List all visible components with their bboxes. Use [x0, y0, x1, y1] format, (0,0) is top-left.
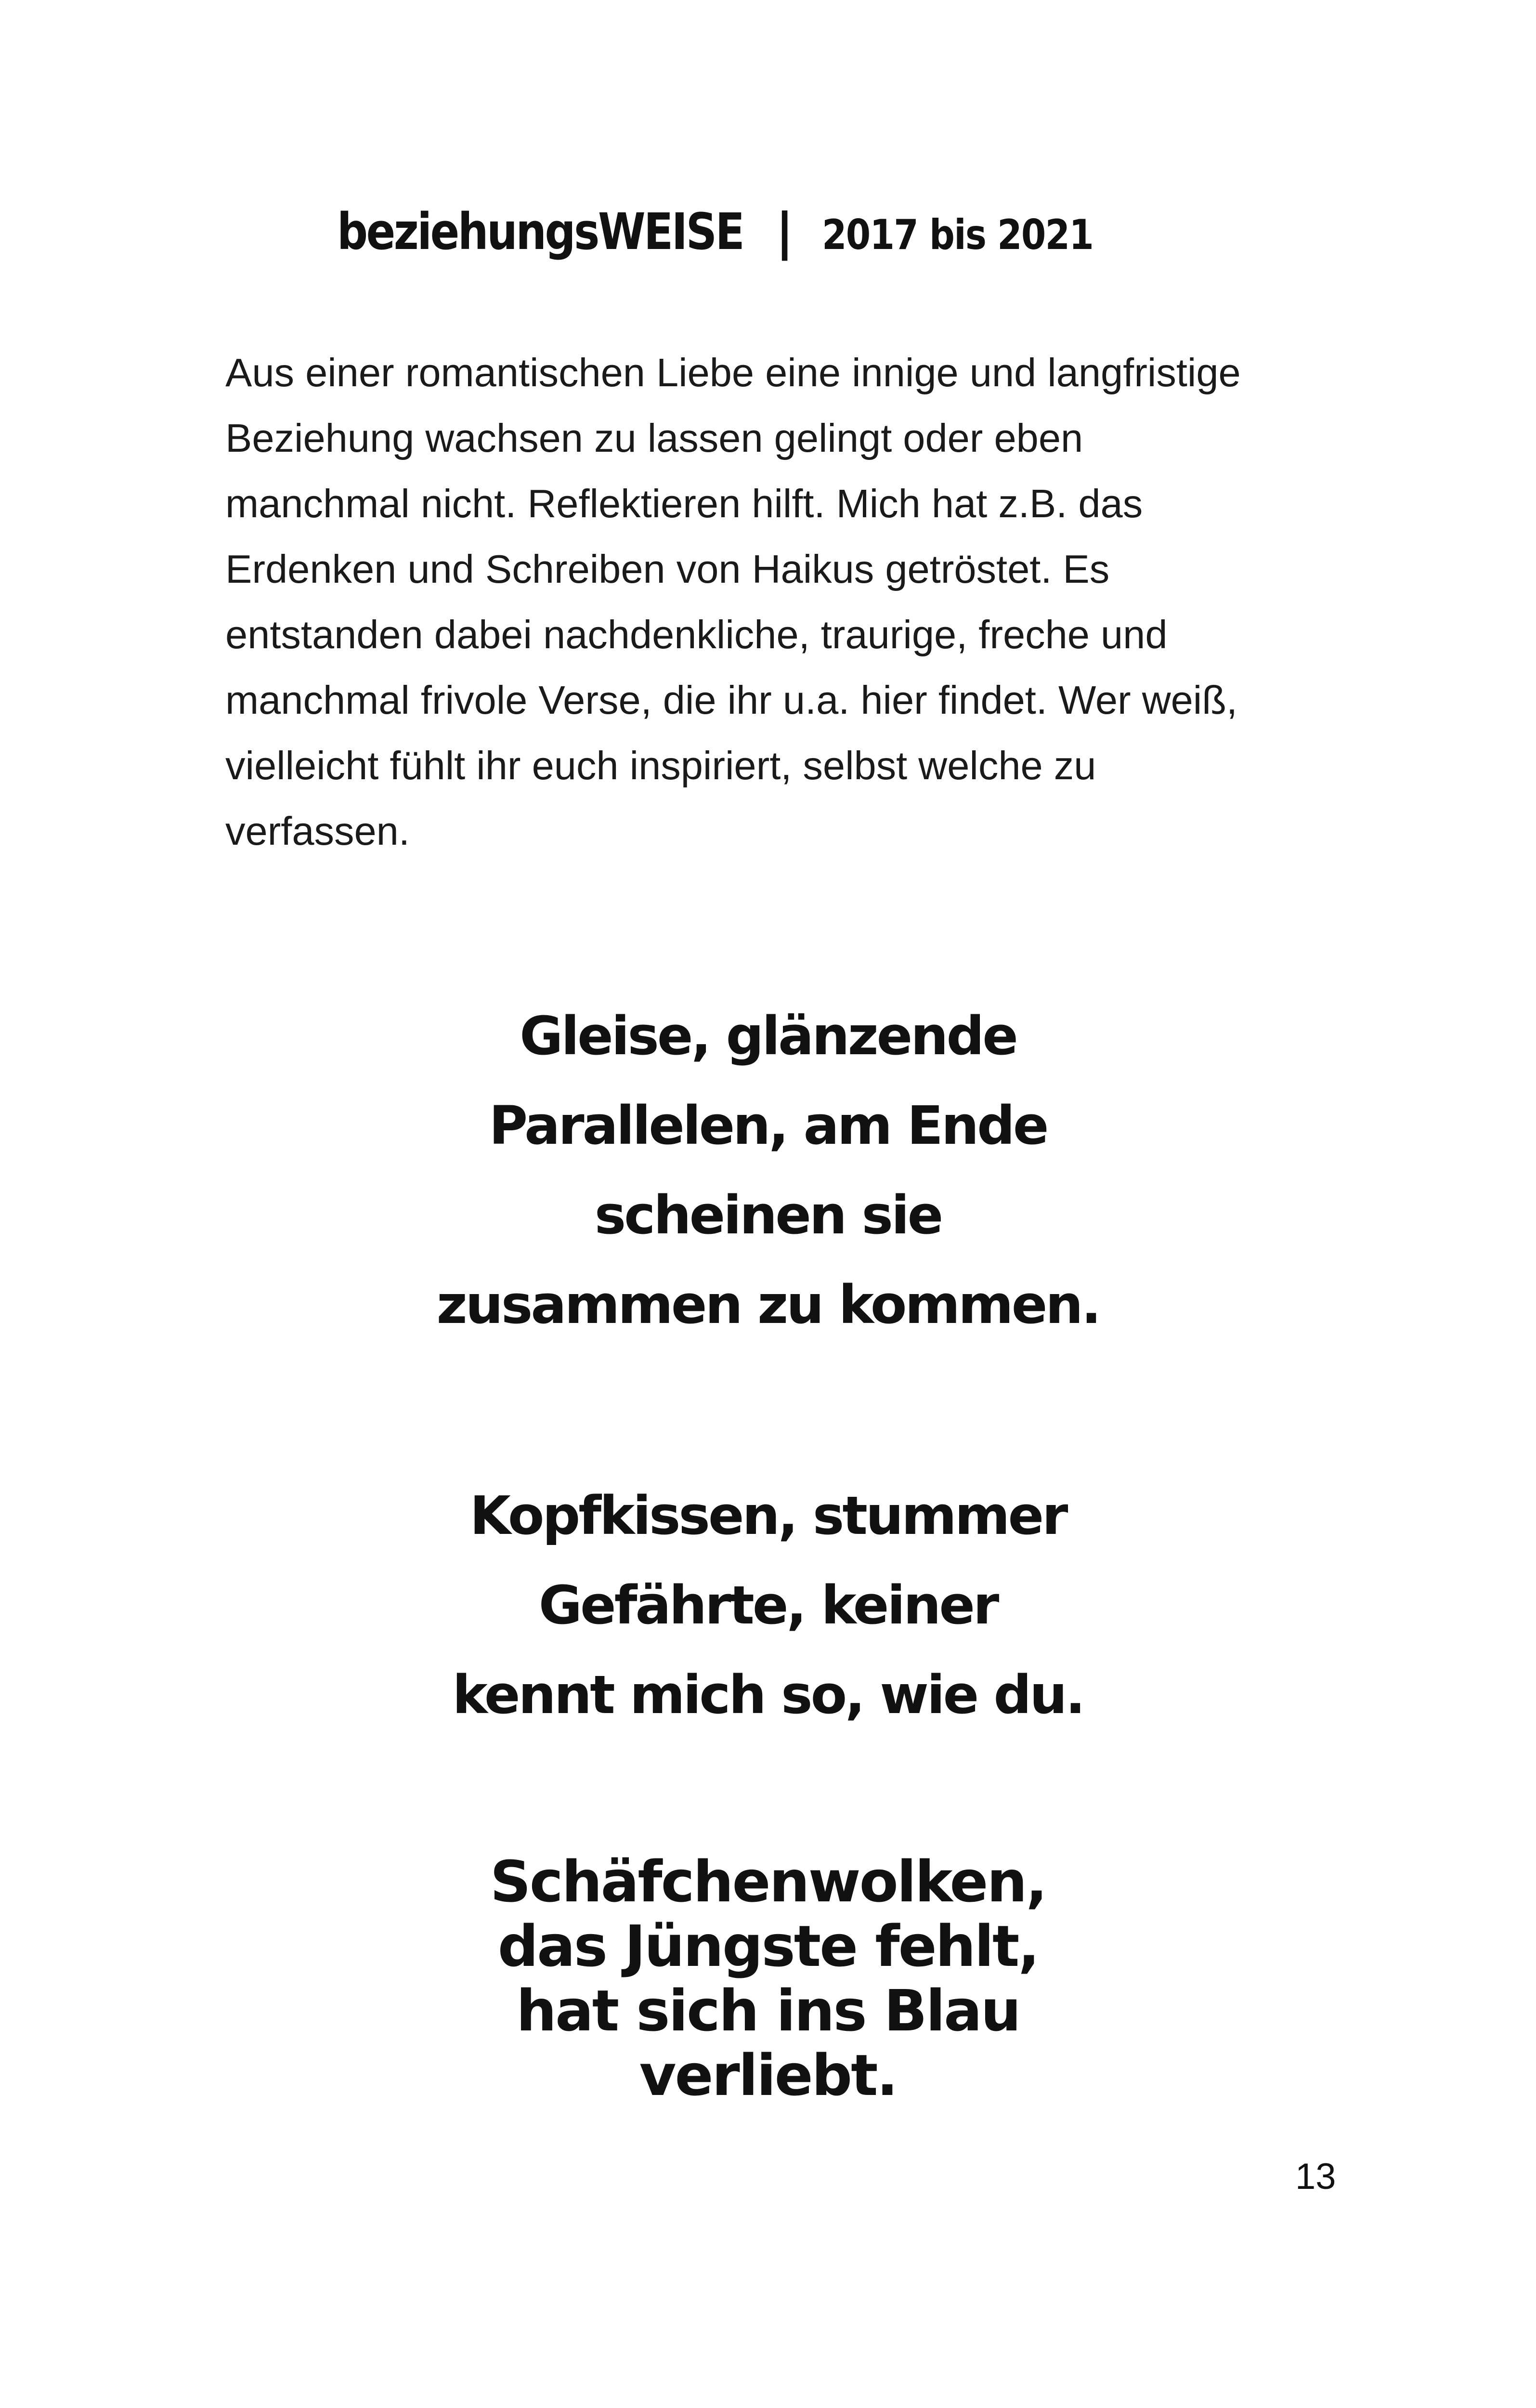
haiku-line: zusammen zu kommen.	[436, 1274, 1100, 1335]
haiku-line: Gleise, glänzende	[520, 1005, 1016, 1067]
chapter-header	[337, 202, 1137, 270]
haiku-kopfkissen	[0, 1471, 1536, 1740]
haiku-line: Kopfkissen, stummer	[469, 1485, 1067, 1546]
chapter-years: 2017 bis 2021	[821, 211, 1093, 259]
intro-line: manchmal frivole Verse, die ihr u.a. hier findet. Wer weiß,	[225, 678, 1237, 722]
intro-line: verfassen.	[225, 809, 410, 853]
haiku-line: Parallelen, am Ende	[489, 1095, 1047, 1156]
intro-line: Aus einer romantischen Liebe eine innige und langfristige	[225, 350, 1241, 395]
intro-paragraph	[225, 340, 1352, 864]
haiku-line: Gefährte, keiner	[538, 1574, 998, 1636]
haiku-schaefchenwolken	[0, 1849, 1536, 2107]
intro-line: Beziehung wachsen zu lassen gelingt oder eben	[225, 416, 1083, 460]
intro-line: vielleicht fühlt ihr euch inspiriert, selbst welche zu	[225, 743, 1096, 788]
haiku-line: hat sich ins Blau	[516, 1977, 1020, 2044]
chapter-title: beziehungsWEISE	[337, 202, 743, 261]
page-number: 13	[1295, 2156, 1336, 2197]
intro-line: entstanden dabei nachdenkliche, traurige, freche und	[225, 612, 1168, 657]
haiku-gleise	[0, 991, 1536, 1349]
intro-line: manchmal nicht. Reflektieren hilft. Mich hat z.B. das	[225, 481, 1143, 526]
haiku-line: das Jüngste fehlt,	[497, 1913, 1039, 1979]
haiku-line: scheinen sie	[594, 1184, 942, 1246]
haiku-line: kennt mich so, wie du.	[452, 1664, 1084, 1726]
haiku-line: verliebt.	[639, 2042, 897, 2108]
header-separator: |	[775, 202, 794, 261]
intro-line: Erdenken und Schreiben von Haikus getröstet. Es	[225, 547, 1110, 591]
haiku-line: Schäfchenwolken,	[490, 1848, 1046, 1915]
